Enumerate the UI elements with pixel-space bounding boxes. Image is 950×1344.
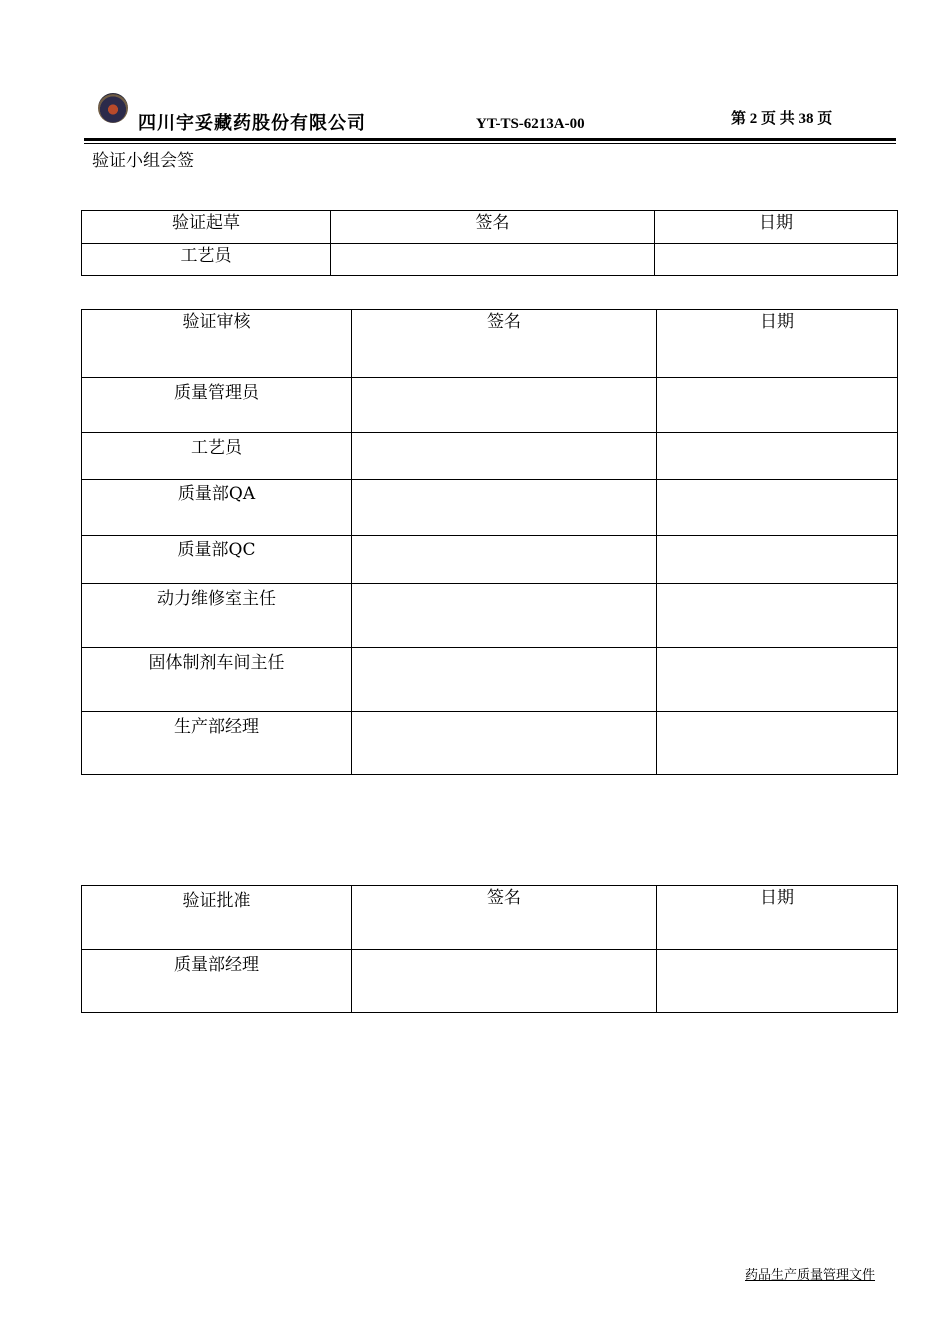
table-row (82, 648, 898, 712)
header-cell-date: 日期 (655, 211, 898, 244)
header-cell-date: 日期 (657, 310, 898, 378)
role-cell: 质量部经理 (82, 950, 352, 1013)
date-cell[interactable] (657, 433, 898, 480)
role-cell: 质量部QC (82, 536, 352, 584)
header-cell-signature: 签名 (331, 211, 655, 244)
company-logo-icon (98, 93, 128, 123)
header-cell-role: 验证批准 (82, 886, 352, 950)
signature-cell[interactable] (352, 536, 657, 584)
table-row (82, 244, 898, 276)
signature-cell[interactable] (352, 378, 657, 433)
table-row (82, 433, 898, 480)
review-signoff-table (81, 309, 898, 775)
signature-cell[interactable] (331, 244, 655, 276)
date-cell[interactable] (657, 648, 898, 712)
table-header-row (82, 886, 898, 950)
date-cell[interactable] (657, 950, 898, 1013)
role-cell: 生产部经理 (82, 712, 352, 775)
header-cell-date: 日期 (657, 886, 898, 950)
section-title: 验证小组会签 (92, 151, 194, 171)
date-cell[interactable] (657, 536, 898, 584)
signature-cell[interactable] (352, 584, 657, 648)
role-cell: 工艺员 (82, 244, 331, 276)
signature-cell[interactable] (352, 950, 657, 1013)
table-header-row (82, 310, 898, 378)
signature-cell[interactable] (352, 480, 657, 536)
header-cell-signature: 签名 (352, 310, 657, 378)
signature-cell[interactable] (352, 712, 657, 775)
signature-cell[interactable] (352, 433, 657, 480)
document-code: YT-TS-6213A-00 (476, 116, 585, 132)
header-cell-role: 验证起草 (82, 211, 331, 244)
date-cell[interactable] (657, 480, 898, 536)
date-cell[interactable] (657, 584, 898, 648)
role-cell: 质量部QA (82, 480, 352, 536)
role-cell: 质量管理员 (82, 378, 352, 433)
header-cell-role: 验证审核 (82, 310, 352, 378)
footer-text: 药品生产质量管理文件 (745, 1268, 876, 1283)
header-cell-signature: 签名 (352, 886, 657, 950)
table-row (82, 480, 898, 536)
date-cell[interactable] (655, 244, 898, 276)
table-row (82, 950, 898, 1013)
date-cell[interactable] (657, 378, 898, 433)
header-rule-thin (84, 143, 896, 144)
table-row (82, 378, 898, 433)
company-name: 四川宇妥藏药股份有限公司 (138, 113, 366, 134)
draft-signoff-table (81, 210, 898, 276)
role-cell: 动力维修室主任 (82, 584, 352, 648)
header-rule-thick (84, 138, 896, 141)
document-header (0, 0, 950, 150)
table-header-row (82, 211, 898, 244)
signature-cell[interactable] (352, 648, 657, 712)
date-cell[interactable] (657, 712, 898, 775)
table-row (82, 536, 898, 584)
approval-signoff-table (81, 885, 898, 1013)
role-cell: 工艺员 (82, 433, 352, 480)
table-row (82, 584, 898, 648)
role-cell: 固体制剂车间主任 (82, 648, 352, 712)
page-number: 第 2 页 共 38 页 (731, 111, 833, 127)
table-row (82, 712, 898, 775)
